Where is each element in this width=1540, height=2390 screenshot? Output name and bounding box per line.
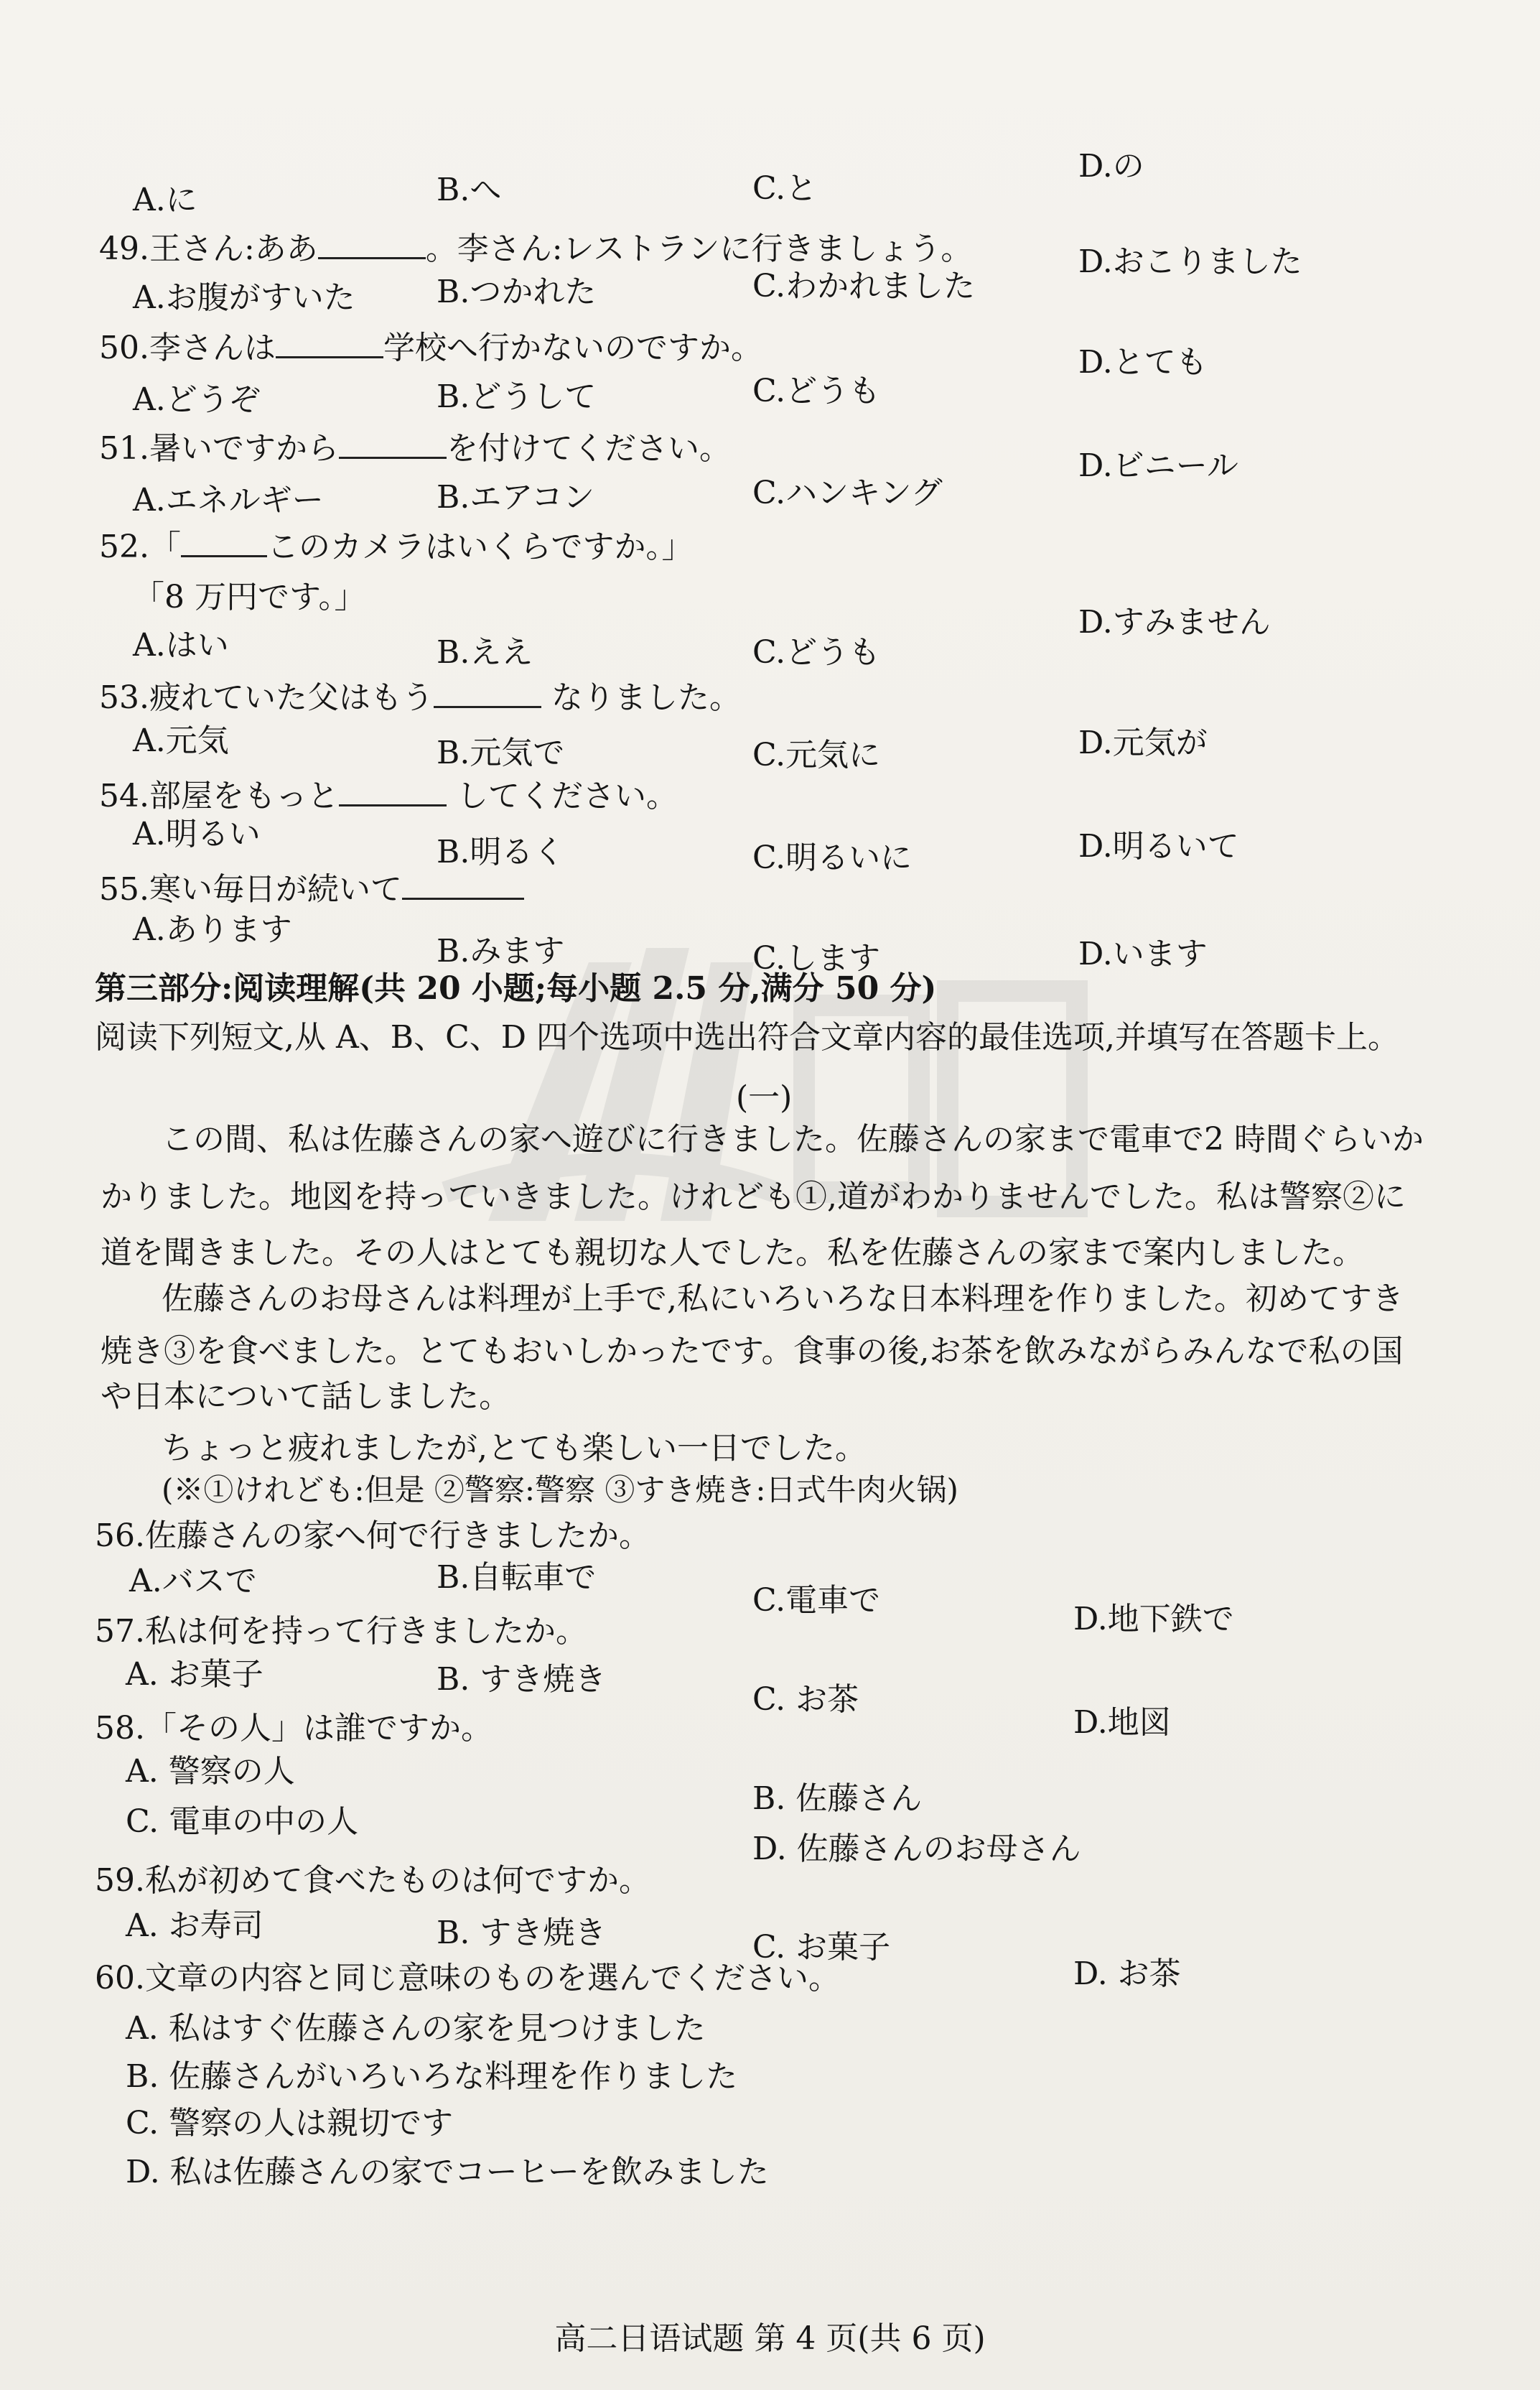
q54-stem-post: してください。 bbox=[446, 778, 678, 814]
q59-option-b: B. すき焼き bbox=[437, 1915, 607, 1951]
q54-blank bbox=[339, 777, 447, 806]
q51-blank bbox=[339, 429, 447, 459]
q52-option-c: C.どうも bbox=[752, 634, 881, 671]
q51-stem-post: を付けてください。 bbox=[446, 430, 731, 467]
passage-line-3: 道を聞きました。その人はとても親切な人でした。私を佐藤さんの家まで案内しました。 bbox=[101, 1234, 1364, 1271]
q58-stem: 58.「その人」は誰ですか。 bbox=[95, 1710, 493, 1747]
q48-option-a: A.に bbox=[133, 182, 197, 218]
q51-option-b: B.エアコン bbox=[437, 479, 595, 516]
q49-option-c: C.わかれました bbox=[752, 268, 976, 304]
q57-option-b: B. すき焼き bbox=[437, 1661, 607, 1698]
q50-stem-post: 学校へ行かないのですか。 bbox=[383, 330, 762, 366]
q56-option-b: B.自転車で bbox=[437, 1559, 597, 1596]
q49-option-d: D.おこりました bbox=[1078, 243, 1302, 280]
q49-option-b: B.つかれた bbox=[437, 274, 597, 310]
q53-option-d: D.元気が bbox=[1078, 725, 1208, 761]
passage-line-5: 焼き③を食べました。とてもおいしかったです。食事の後,お茶を飲みながらみんなで私の国 bbox=[101, 1333, 1404, 1370]
q50-option-a: A.どうぞ bbox=[133, 381, 261, 418]
q52-stem bbox=[99, 528, 694, 567]
q49-blank bbox=[318, 230, 426, 259]
q56-option-d: D.地下鉄で bbox=[1073, 1601, 1234, 1637]
passage-line-6: や日本について話しました。 bbox=[101, 1378, 511, 1415]
q60-option-c: C. 警察の人は親切です bbox=[126, 2105, 454, 2142]
q59-option-c: C. お菓子 bbox=[752, 1929, 891, 1966]
q60-option-b: B. 佐藤さんがいろいろな料理を作りました bbox=[126, 2058, 738, 2095]
q50-blank bbox=[276, 329, 383, 358]
q55-stem-pre: 55.寒い毎日が続いて bbox=[99, 871, 402, 908]
q54-stem bbox=[99, 777, 678, 816]
q55-option-b: B.みます bbox=[437, 933, 565, 970]
q56-option-c: C.電車で bbox=[752, 1582, 881, 1619]
q57-option-d: D.地図 bbox=[1073, 1704, 1171, 1741]
q57-stem: 57.私は何を持って行きましたか。 bbox=[95, 1613, 587, 1650]
passage-note: (※①けれども:但是 ②警察:警察 ③すき焼き:日式牛肉火锅) bbox=[162, 1472, 958, 1507]
q53-stem-pre: 53.疲れていた父はもう bbox=[99, 679, 434, 716]
part3-title: 第三部分:阅读理解(共 20 小题;每小题 2.5 分,满分 50 分) bbox=[95, 970, 937, 1007]
q50-option-b: B.どうして bbox=[437, 378, 597, 415]
q49-option-a: A.お腹がすいた bbox=[133, 279, 355, 316]
q57-option-a: A. お菓子 bbox=[126, 1656, 263, 1693]
q48-option-c: C.と bbox=[752, 170, 818, 207]
passage-line-1: この間、私は佐藤さんの家へ遊びに行きました。佐藤さんの家まで電車で2 時間ぐらいか bbox=[162, 1121, 1424, 1158]
q48-option-b: B.へ bbox=[437, 172, 502, 208]
q51-option-d: D.ビニール bbox=[1078, 447, 1238, 484]
q54-option-a: A.明るい bbox=[133, 816, 261, 852]
q53-option-c: C.元気に bbox=[752, 737, 881, 773]
passage-line-7: ちょっと疲れましたが,とても楽しい一日でした。 bbox=[162, 1430, 867, 1466]
q52-option-d: D.すみません bbox=[1078, 604, 1271, 641]
part3-instruction: 阅读下列短文,从 A、B、C、D 四个选项中选出符合文章内容的最佳选项,并填写在答题卡上。 bbox=[95, 1019, 1399, 1056]
passage-line-4: 佐藤さんのお母さんは料理が上手で,私にいろいろな日本料理を作りました。初めてすき bbox=[162, 1280, 1404, 1317]
q55-stem bbox=[99, 870, 524, 909]
q48-option-d: D.の bbox=[1078, 148, 1144, 185]
q58-option-a: A. 警察の人 bbox=[126, 1753, 295, 1790]
q51-option-c: C.ハンキング bbox=[752, 475, 943, 511]
q55-option-c: C.します bbox=[752, 940, 881, 977]
q59-option-a: A. お寿司 bbox=[126, 1907, 263, 1944]
q49-stem-post: 。李さん:レストランに行きましょう。 bbox=[425, 231, 973, 267]
section-heading: (一) bbox=[736, 1079, 793, 1116]
q53-option-b: B.元気で bbox=[437, 735, 565, 771]
q58-option-b: B. 佐藤さん bbox=[752, 1780, 923, 1817]
q49-stem bbox=[99, 230, 972, 269]
q53-blank bbox=[434, 679, 541, 708]
q60-stem: 60.文章の内容と同じ意味のものを選んでください。 bbox=[95, 1960, 840, 1996]
q51-stem bbox=[99, 429, 731, 468]
q55-blank bbox=[402, 870, 524, 900]
q50-option-c: C.どうも bbox=[752, 373, 881, 409]
q53-option-a: A.元気 bbox=[133, 722, 229, 759]
q55-option-a: A.あります bbox=[133, 911, 292, 948]
q52-stem-post: このカメラはいくらですか。」 bbox=[266, 529, 694, 565]
q49-stem-pre: 49.王さん:ああ bbox=[99, 231, 318, 267]
q59-option-d: D. お茶 bbox=[1073, 1956, 1181, 1992]
q57-option-c: C. お茶 bbox=[752, 1681, 859, 1718]
q54-stem-pre: 54.部屋をもっと bbox=[99, 778, 339, 814]
q52-option-b: B.ええ bbox=[437, 634, 533, 671]
passage-line-2: かりました。地図を持っていきました。けれども①,道がわかりませんでした。私は警察②に bbox=[101, 1178, 1406, 1215]
q60-option-a: A. 私はすぐ佐藤さんの家を見つけました bbox=[126, 2010, 706, 2047]
q52-option-a: A.はい bbox=[133, 627, 229, 664]
q58-option-c: C. 電車の中の人 bbox=[126, 1803, 359, 1840]
q54-option-d: D.明るいて bbox=[1078, 828, 1239, 865]
q59-stem: 59.私が初めて食べたものは何ですか。 bbox=[95, 1862, 650, 1899]
q53-stem bbox=[99, 679, 741, 717]
q56-option-a: A.バスで bbox=[129, 1563, 257, 1599]
q60-option-d: D. 私は佐藤さんの家でコーヒーを飲みました bbox=[126, 2154, 769, 2190]
q51-stem-pre: 51.暑いですから bbox=[99, 430, 339, 467]
q50-option-d: D.とても bbox=[1078, 344, 1208, 381]
q52-answer-line: 「8 万円です。」 bbox=[133, 579, 366, 615]
q51-option-a: A.エネルギー bbox=[133, 482, 324, 519]
q53-stem-post: なりました。 bbox=[541, 679, 741, 716]
q58-option-d: D. 佐藤さんのお母さん bbox=[752, 1831, 1081, 1867]
q56-stem: 56.佐藤さんの家へ何で行きましたか。 bbox=[95, 1517, 650, 1554]
q50-stem bbox=[99, 329, 762, 368]
q55-option-d: D.います bbox=[1078, 936, 1208, 972]
q54-option-c: C.明るいに bbox=[752, 840, 913, 876]
q54-option-b: B.明るく bbox=[437, 834, 565, 870]
page-footer: 高二日语试题 第 4 页(共 6 页) bbox=[554, 2320, 986, 2357]
q52-stem-pre: 52.「 bbox=[99, 529, 181, 565]
q52-blank bbox=[181, 528, 267, 557]
q50-stem-pre: 50.李さんは bbox=[99, 330, 276, 366]
